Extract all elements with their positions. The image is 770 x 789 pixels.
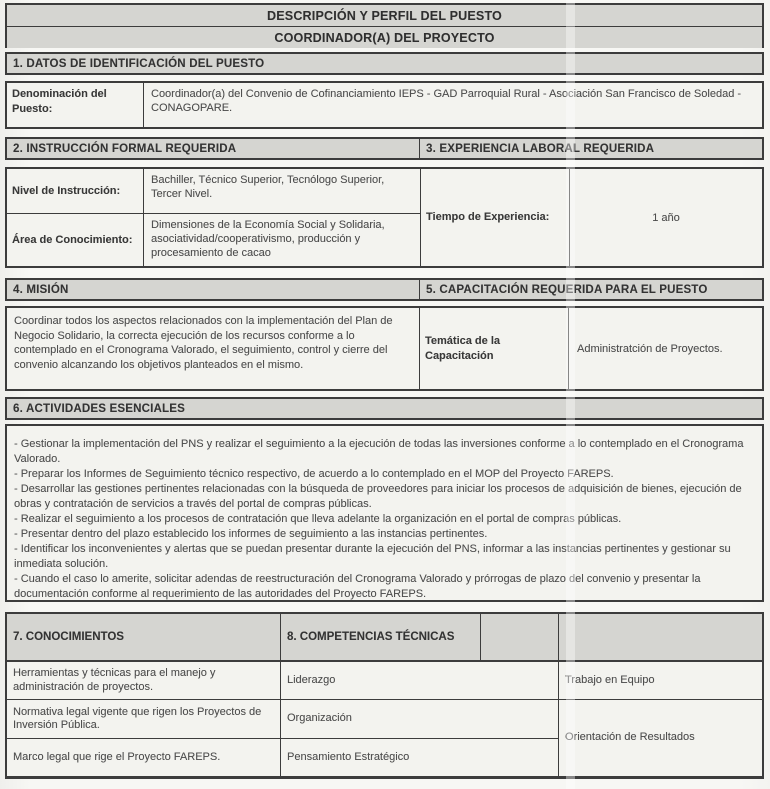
area-conocimiento-label: Área de Conocimiento: — [7, 214, 144, 266]
section-7-8-table — [5, 612, 764, 779]
tematica-capacitacion-label: Temática de la Capacitación — [420, 308, 569, 389]
competencia-tecnica-cell: Pensamiento Estratégico — [287, 750, 410, 763]
competencia-conductual-cell: Trabajo en Equipo — [559, 662, 762, 700]
section-6-header: 6. ACTIVIDADES ESENCIALES — [13, 402, 185, 415]
activity-item: - Desarrollar las gestiones pertinentes relacionadas con la búsqueda de proveedores para iniciar los procesos de adquisición de bienes, ejecución de obras y contratación de servicios a través del portal de compras públicas. — [14, 483, 742, 510]
section-2-3-header-block — [5, 137, 764, 160]
competencias-conductuales-column — [559, 662, 762, 776]
nivel-instruccion-value: Bachiller, Técnico Superior, Tecnólogo Superior, Tercer Nivel. — [151, 174, 385, 200]
section-4-5-header-block — [5, 278, 764, 301]
title-block — [5, 3, 764, 48]
document-subtitle: COORDINADOR(A) DEL PROYECTO — [7, 27, 762, 48]
conocimiento-cell: Herramientas y técnicas para el manejo y administración de proyectos. — [7, 662, 280, 700]
section-6-header-block — [5, 397, 764, 420]
tiempo-experiencia-value: 1 año — [652, 211, 680, 224]
section-3-header: 3. EXPERIENCIA LABORAL REQUERIDA — [420, 139, 762, 158]
conocimiento-cell: Marco legal que rige el Proyecto FAREPS. — [13, 750, 221, 763]
competencia-conductual-cell: Orientación de Resultados — [565, 731, 695, 744]
section-7-header: 7. CONOCIMIENTOS — [7, 614, 281, 660]
header-spacer-cell — [481, 614, 559, 660]
area-conocimiento-row — [7, 214, 420, 266]
section-5-header: 5. CAPACITACIÓN REQUERIDA PARA EL PUESTO — [420, 280, 762, 299]
section-6-body-block — [5, 424, 764, 602]
experiencia-laboral-table — [421, 169, 762, 266]
activity-item: - Preparar los Informes de Seguimiento técnico respectivo, de acuerdo a lo contemplado en el MOP del Proyecto FAREPS. — [14, 468, 614, 480]
activity-item: - Identificar los inconvenientes y alertas que se puedan presentar durante la ejecución del PNS, informar a las instancias pertinentes y gestionar su inmediata solución. — [14, 543, 731, 570]
conocimientos-column — [7, 662, 281, 776]
document-title: DESCRIPCIÓN Y PERFIL DEL PUESTO — [7, 5, 762, 27]
section-2-header: 2. INSTRUCCIÓN FORMAL REQUERIDA — [7, 139, 420, 158]
table-header-row — [7, 614, 762, 662]
conocimiento-cell: Normativa legal vigente que rigen los Proyectos de Inversión Pública. — [7, 700, 280, 739]
section-4-header: 4. MISIÓN — [7, 280, 420, 299]
competencia-tecnica-cell: Organización — [281, 700, 558, 739]
section-2-3-body-block — [5, 167, 764, 268]
section-1-header-block — [5, 52, 764, 75]
nivel-instruccion-label: Nivel de Instrucción: — [7, 169, 144, 213]
mision-text: Coordinar todos los aspectos relacionados con la implementación del Plan de Negocio Solidario, la correcta ejecución de los recursos conforme a lo contemplado en el Cronograma Valorado, el seguimiento, control y cierre del convenio alcanzando los objetivos planteados en el mismo. — [7, 308, 420, 389]
competencia-tecnica-cell: Liderazgo — [281, 662, 558, 700]
activity-item: - Presentar dentro del plazo establecido los informes de seguimiento a las instancias pertinentes. — [14, 528, 488, 540]
section-1-header: 1. DATOS DE IDENTIFICACIÓN DEL PUESTO — [13, 57, 265, 70]
header-spacer-cell — [559, 614, 762, 660]
instruccion-formal-table — [7, 169, 421, 266]
section-4-5-body-block — [5, 306, 764, 391]
section-1-body-block — [5, 81, 764, 129]
tiempo-experiencia-label: Tiempo de Experiencia: — [421, 169, 570, 266]
table-body — [7, 662, 762, 776]
denominacion-value: Coordinador(a) del Convenio de Cofinanciamiento IEPS - GAD Parroquial Rural - Asociación San Francisco de Soledad - CONAGOPARE. — [151, 88, 742, 114]
area-conocimiento-value: Dimensiones de la Economía Social y Solidaria, asociatividad/cooperativismo, producción y procesamiento de cacao — [151, 219, 385, 259]
activity-item: - Cuando el caso lo amerite, solicitar adendas de reestructuración del Cronograma Valorado y prórrogas de plazo del convenio y presentar la documentación conforme al requerimiento de las autoridades del Proyecto FAREPS. — [14, 573, 701, 600]
tematica-capacitacion-value: Administratción de Proyectos. — [577, 342, 723, 355]
activity-item: - Gestionar la implementación del PNS y realizar el seguimiento a la ejecución de todas las inversiones conforme a lo contemplado en el Cronograma Valorado. — [14, 438, 744, 465]
denominacion-label: Denominación del Puesto: — [7, 83, 144, 127]
competencias-tecnicas-column — [281, 662, 559, 776]
nivel-instruccion-row — [7, 169, 420, 214]
activity-item: - Realizar el seguimiento a los procesos de contratación que lleva adelante la organización en el portal de compras públicas. — [14, 513, 622, 525]
section-8-header: 8. COMPETENCIAS TÉCNICAS — [281, 614, 481, 660]
